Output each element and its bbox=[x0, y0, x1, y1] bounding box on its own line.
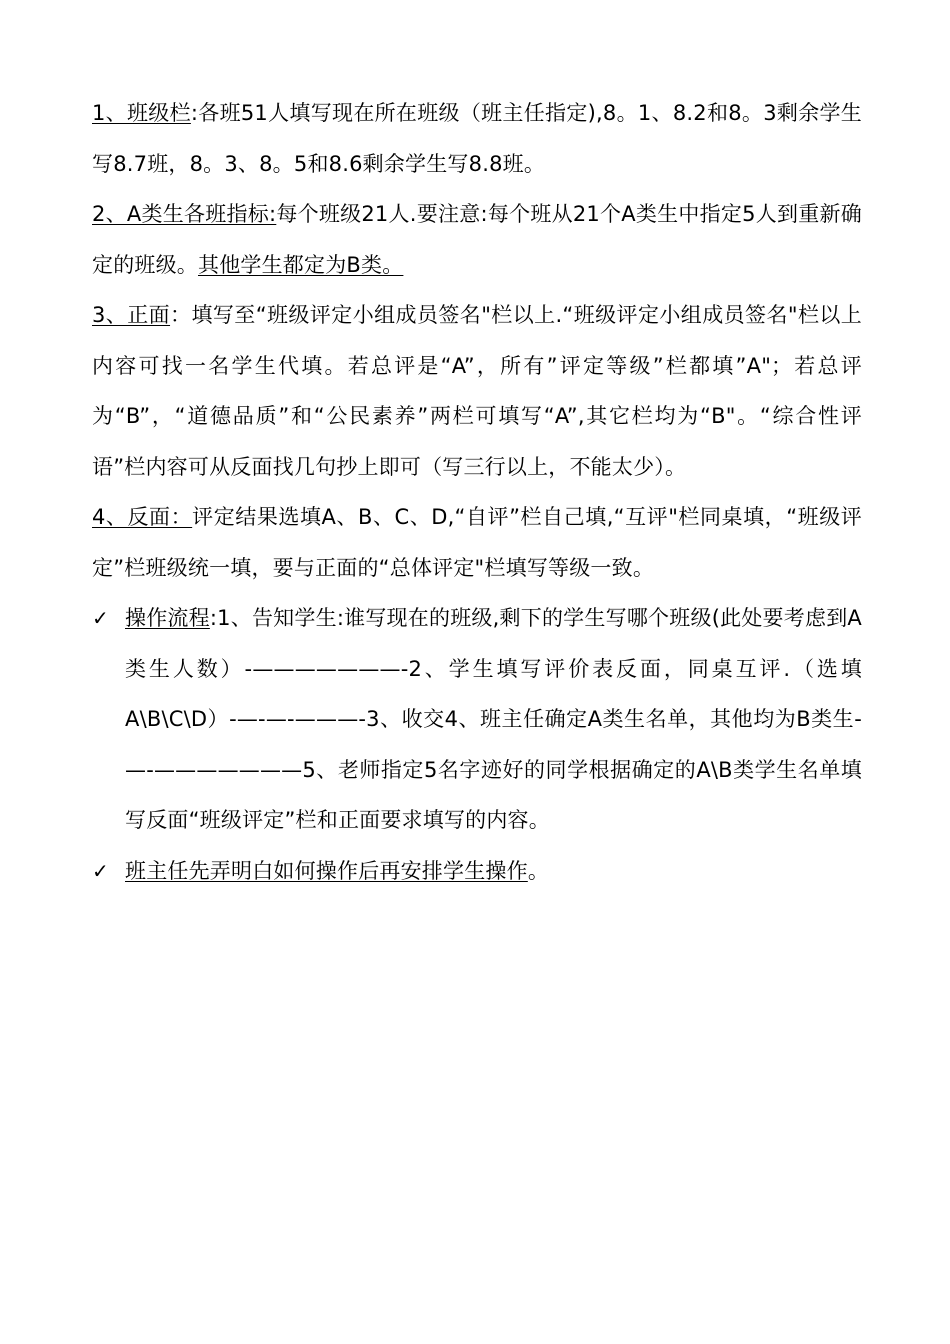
paragraph-front-side bbox=[92, 290, 862, 492]
paragraph-class-column bbox=[92, 88, 862, 189]
check-icon: ✓ bbox=[92, 858, 109, 883]
paragraph-back-side bbox=[92, 492, 862, 593]
paragraph-text: 评定结果选填A、B、C、D,“自评”栏自己填,“互评"栏同桌填，“班级评定”栏班级统一填，要与正面的“总体评定"栏填写等级一致。 bbox=[92, 505, 862, 580]
paragraph-label: 2、A类生各班指标: bbox=[92, 202, 277, 226]
bullet-text: 。 bbox=[527, 858, 550, 883]
bullet-teacher-note bbox=[92, 846, 862, 897]
bullet-operation-process bbox=[92, 593, 862, 846]
bullet-text: :1、告知学生:谁写现在的班级,剩下的学生写哪个班级(此处要考虑到A类生人数）-———————-2、学生填写评价表反面，同桌互评.（选填A\B\C\D）-—-—-———-3、收交4、班主任确定A类生名单，其他均为B类生-—-———————5、老师指定5名字迹好的同学根据确定的A\B类学生名单填写反面“班级评定”栏和正面要求填写的内容。 bbox=[125, 606, 862, 832]
paragraph-a-class-quota bbox=[92, 189, 862, 290]
document-page bbox=[92, 88, 862, 896]
paragraph-text: :各班51人填写现在所在班级（班主任指定),8。1、8.2和8。3剩余学生写8.7班，8。3、8。5和8.6剩余学生写8.8班。 bbox=[92, 101, 862, 176]
paragraph-text: 每个班级21人.要注意:每个班从21个A类生中指定5人到重新确定的班级。 bbox=[92, 202, 862, 277]
bullet-label: 班主任先弄明白如何操作后再安排学生操作 bbox=[125, 858, 528, 883]
bullet-label: 操作流程 bbox=[125, 606, 210, 630]
paragraph-label: 1、班级栏 bbox=[92, 101, 191, 125]
paragraph-label: 3、正面 bbox=[92, 303, 171, 327]
paragraph-label: 4、反面： bbox=[92, 505, 193, 529]
paragraph-underlined-tail: 其他学生都定为B类。 bbox=[198, 252, 404, 277]
check-icon: ✓ bbox=[92, 606, 109, 630]
paragraph-text: ：填写至“班级评定小组成员签名"栏以上.“班级评定小组成员签名"栏以上内容可找一名学生代填。若总评是“A”，所有”评定等级”栏都填”A"；若总评为“B”，“道德品质”和“公民素养”两栏可填写“A”,其它栏均为“B"。“综合性评语”栏内容可从反面找几句抄上即可（写三行以上，不能太少）。 bbox=[92, 303, 863, 479]
